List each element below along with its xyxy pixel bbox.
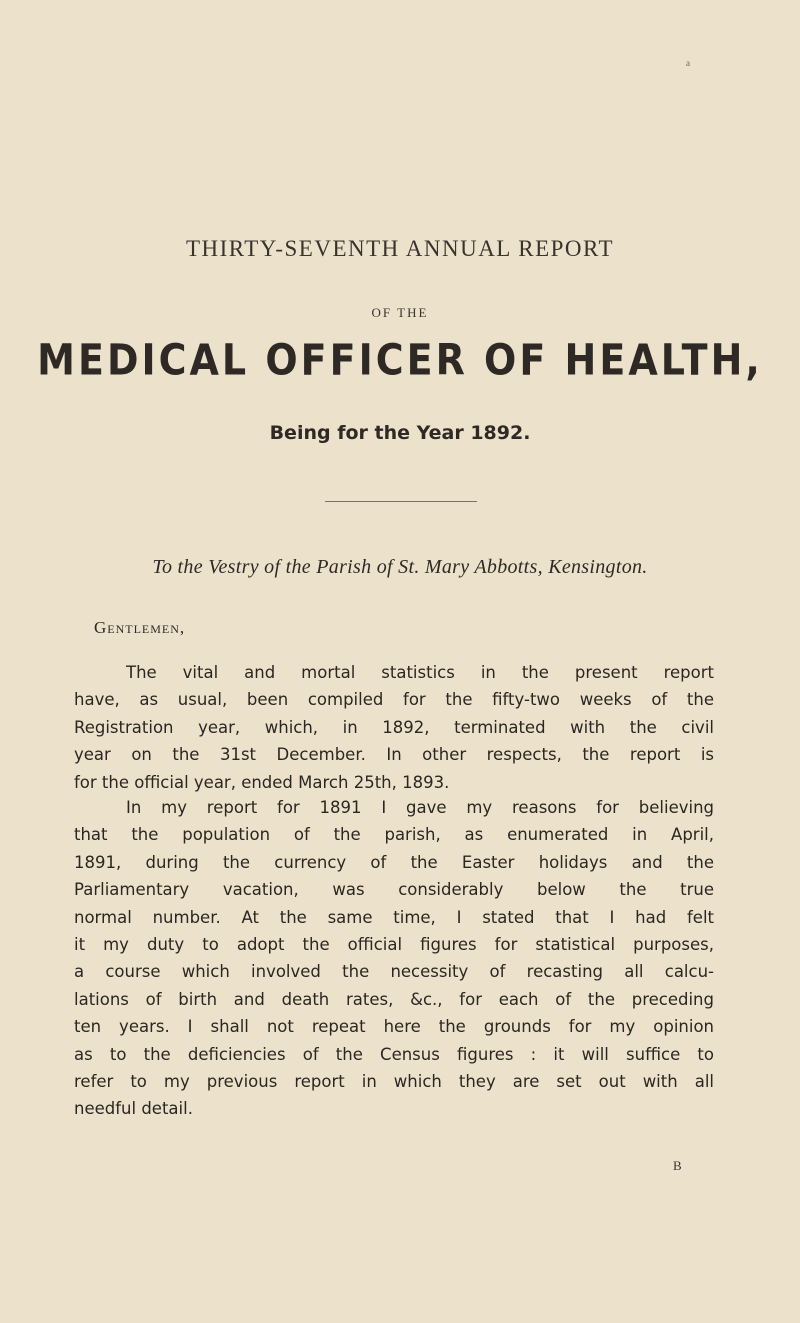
report-heading: THIRTY-SEVENTH ANNUAL REPORT (185, 236, 615, 261)
text-line: needful detail. (74, 1099, 193, 1119)
page-title: MEDICAL OFFICER OF HEALTH, (37, 335, 763, 385)
paragraph-2 (74, 794, 714, 1123)
text-line: for the official year, ended March 25th, 1893. (74, 772, 450, 792)
salutation: Gentlemen, (94, 618, 186, 637)
page-subtitle: Being for the Year 1892. (269, 422, 531, 444)
text-line: refer to my previous report in which they are set out with all (74, 1072, 714, 1092)
text-line: it my duty to adopt the official figures for statistical purposes, (74, 935, 714, 955)
text-line: In my report for 1891 I gave my reasons for believing (126, 798, 714, 817)
text-line: Parliamentary vacation, was considerably below the true (74, 880, 714, 900)
text-line: Registration year, which, in 1892, terminated with the civil (74, 717, 714, 737)
text-line: that the population of the parish, as enumerated in April, (74, 825, 714, 845)
text-line: 1891, during the currency of the Easter holidays and the (74, 852, 714, 872)
text-line: have, as usual, been compiled for the fifty-two weeks of the (74, 690, 714, 710)
address-line: To the Vestry of the Parish of St. Mary Abbotts, Kensington. (152, 556, 648, 578)
text-line: a course which involved the necessity of recasting all calcu- (74, 962, 714, 982)
text-line: normal number. At the same time, I stated that I had felt (74, 907, 714, 927)
text-line: The vital and mortal statistics in the present report (126, 663, 714, 682)
paragraph-1 (74, 659, 714, 796)
text-line: lations of birth and death rates, &c., for each of the preceding (74, 989, 714, 1009)
text-line: year on the 31st December. In other respects, the report is (74, 745, 714, 765)
text-line: ten years. I shall not repeat here the grounds for my opinion (74, 1017, 714, 1037)
text-line: as to the deficiencies of the Census figures : it will suffice to (74, 1044, 714, 1064)
signature-mark: B (673, 1158, 682, 1173)
corner-mark: a (686, 58, 690, 68)
heading-of-the: OF THE (371, 305, 429, 320)
divider (325, 501, 477, 502)
